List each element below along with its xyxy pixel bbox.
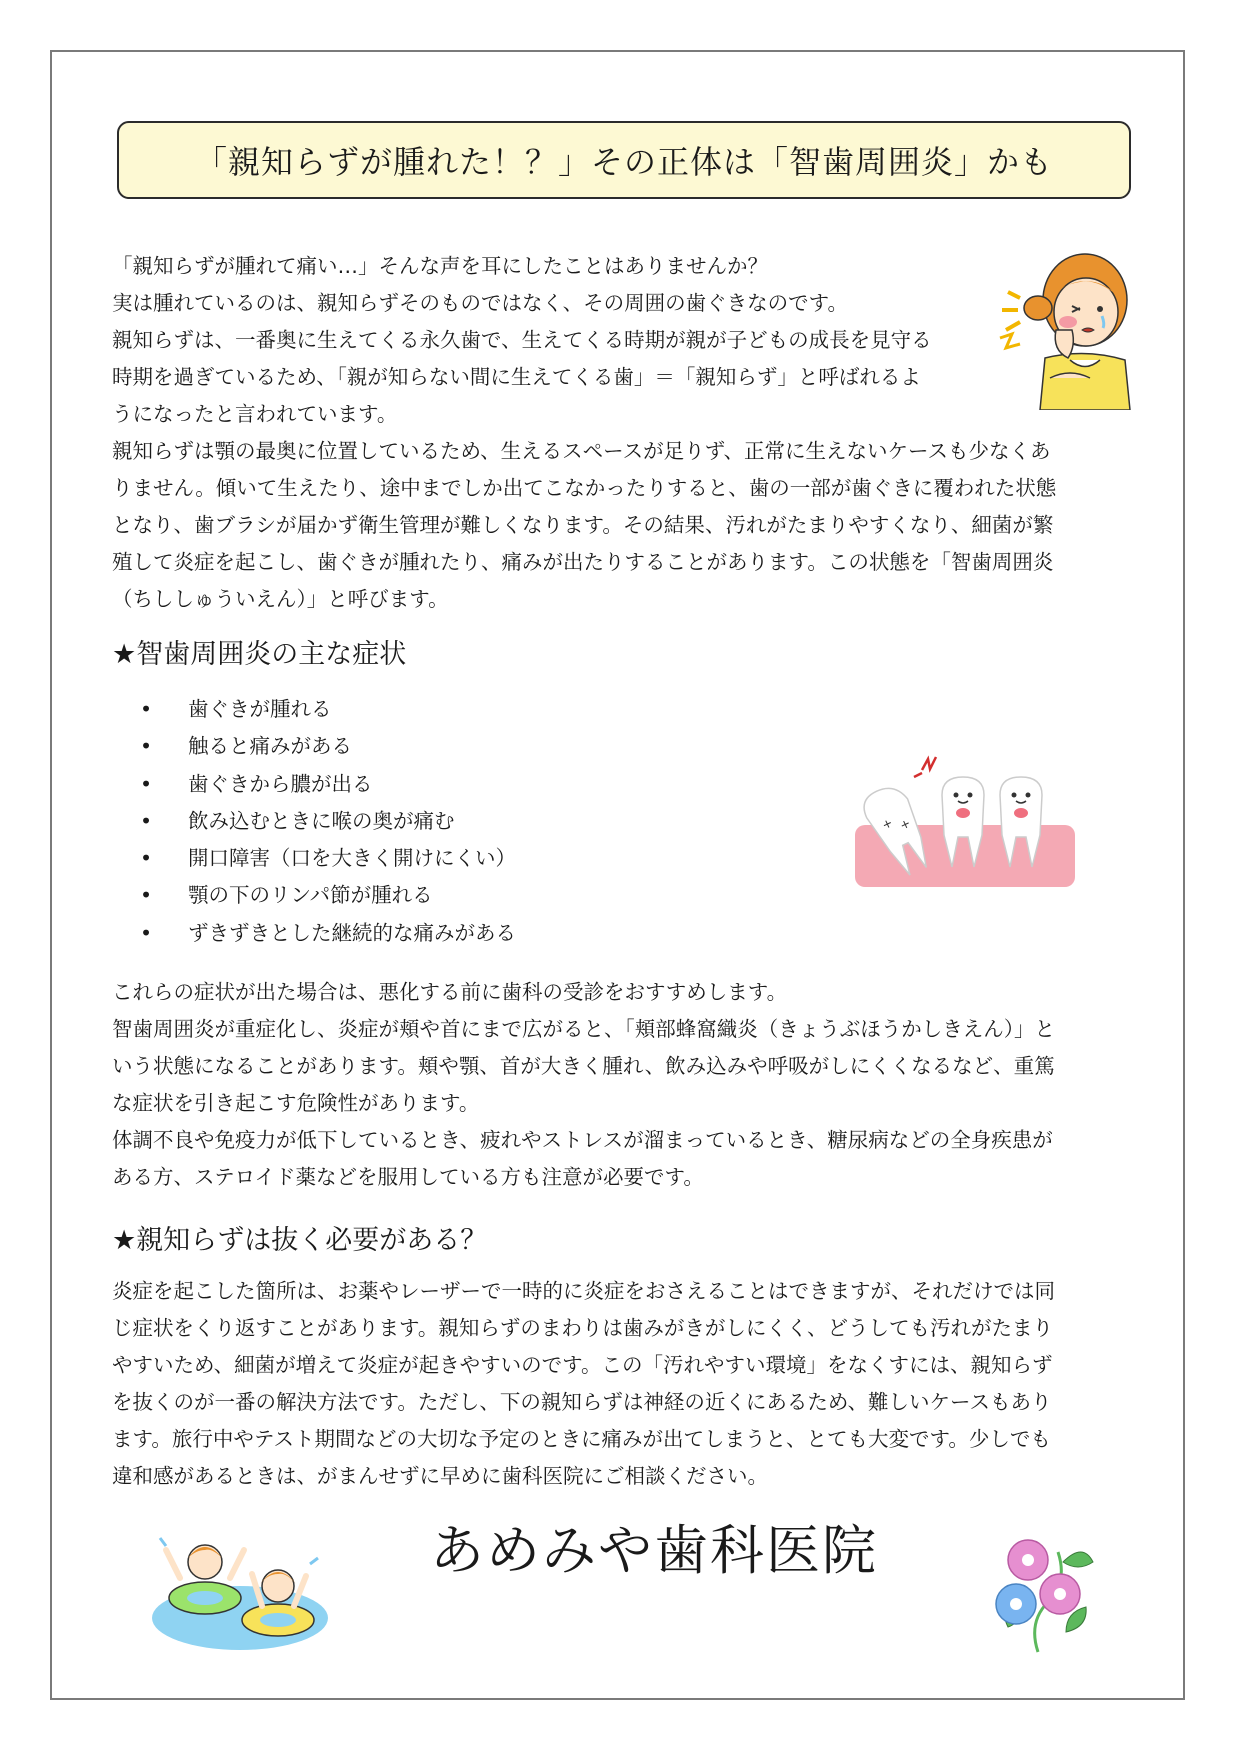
symptom-item [140, 803, 516, 840]
intro-line: 親知らずは、一番奥に生えてくる永久歯で、生えてくる時期が親が子どもの成長を見守る [112, 328, 932, 352]
intro-line: 時期を過ぎているため、「親が知らない間に生えてくる歯」＝「親知らず」と呼ばれるよ [112, 365, 921, 389]
page-title: 「親知らずが腫れた！？」その正体は「智歯周囲炎」かも [194, 143, 1053, 181]
symptom-item [140, 877, 516, 914]
bullet-icon: • [140, 734, 153, 759]
intro-line: 殖して炎症を起こし、歯ぐきが腫れたり、痛みが出たりすることがあります。この状態を「智歯周囲炎 [112, 550, 1054, 574]
symptom-text: 顎の下のリンパ節が腫れる [188, 883, 433, 908]
symptom-item [140, 915, 516, 952]
boy-face [188, 1545, 222, 1579]
intro-line: 実は腫れているのは、親知らずそのものではなく、その周囲の歯ぐきなのです。 [112, 291, 848, 315]
warning-paragraph [112, 974, 1055, 1196]
warning-line: 智歯周囲炎が重症化し、炎症が頬や首にまで広がると、「頬部蜂窩織炎（きょうぶほうかしきえん）」と [112, 1017, 1055, 1041]
symptom-text: 飲み込むときに喉の奥が痛む [188, 808, 455, 833]
morning-glory-illustration [978, 1532, 1098, 1656]
wisdom-tooth-illustration [850, 755, 1080, 890]
intro-line: 「親知らずが腫れて痛い…」そんな声を耳にしたことはありませんか？ [112, 254, 768, 278]
extraction-line: ます。旅行中やテスト期間などの大切な予定のときに痛みが出てしまうと、とても大変です。少しでも [112, 1427, 1051, 1451]
girl-face [262, 1570, 294, 1602]
intro-line: りません。傾いて生えたり、途中までしか出てこなかったりすると、歯の一部が歯ぐきに覆われた状態 [112, 476, 1057, 500]
pain-lines [1002, 292, 1020, 330]
bullet-icon: • [140, 771, 153, 796]
symptom-item [140, 728, 516, 765]
warning-line: これらの症状が出た場合は、悪化する前に歯科の受診をおすすめします。 [112, 980, 788, 1004]
symptom-text: 触ると痛みがある [188, 734, 352, 759]
symptom-text: 開口障害（口を大きく開けにくい） [188, 846, 516, 871]
extraction-line: 違和感があるときは、がまんせずに早めに歯科医院にご相談ください。 [112, 1464, 768, 1488]
clinic-name: あめみや歯科医院 [430, 1519, 878, 1582]
extraction-heading: ★親知らずは抜く必要がある？ [112, 1225, 488, 1256]
intro-line: となり、歯ブラシが届かず衛生管理が難しくなります。その結果、汚れがたまりやすくなり、細菌が繁 [112, 513, 1054, 537]
intro-line: 親知らずは顎の最奥に位置しているため、生えるスペースが足りず、正常に生えないケースも少なくあ [112, 439, 1051, 463]
svg-text:+: + [897, 815, 913, 833]
extraction-line: じ症状をくり返すことがあります。親知らずのまわりは歯みがきがしにくく、どうしても汚れがたまり [112, 1316, 1053, 1340]
symptom-text: ずきずきとした継続的な痛みがある [188, 920, 516, 945]
bullet-icon: • [140, 883, 153, 908]
hand [1055, 330, 1073, 358]
symptom-item [140, 840, 516, 877]
extraction-line: 炎症を起こした箇所は、お薬やレーザーで一時的に炎症をおさえることはできますが、それだけでは同 [112, 1279, 1055, 1303]
symptom-text: 歯ぐきから膿が出る [188, 771, 373, 796]
symptom-item [140, 766, 516, 803]
svg-text:+: + [879, 815, 895, 833]
kids-swimming-illustration [150, 1528, 330, 1653]
extraction-paragraph [112, 1273, 1055, 1495]
pain-mark [922, 757, 936, 770]
symptom-text: 歯ぐきが腫れる [188, 697, 332, 721]
bullet-icon: • [140, 697, 153, 721]
extraction-line: を抜くのが一番の解決方法です。ただし、下の親知らずは神経の近くにあるため、難しいケースもあり [112, 1390, 1052, 1414]
symptoms-heading: ★智歯周囲炎の主な症状 [112, 639, 407, 670]
bullet-icon: • [140, 920, 153, 945]
woman-toothache-illustration [990, 238, 1140, 410]
symptoms-list [140, 691, 516, 952]
symptom-item [140, 691, 516, 728]
warning-line: な症状を引き起こす危険性があります。 [112, 1091, 480, 1115]
warning-line: ある方、ステロイド薬などを服用している方も注意が必要です。 [112, 1165, 704, 1189]
title-banner [117, 121, 1131, 199]
bullet-icon: • [140, 808, 153, 833]
intro-line: うになったと言われています。 [112, 402, 398, 426]
intro-paragraph [112, 248, 1056, 618]
warning-line: 体調不良や免疫力が低下しているとき、疲れやストレスが溜まっているとき、糖尿病などの全身疾患が [112, 1128, 1053, 1152]
extraction-line: やすいため、細菌が増えて炎症が起きやすいのです。この「汚れやすい環境」をなくすには、親知らず [112, 1353, 1053, 1377]
intro-line: （ちししゅういえん）」と呼びます。 [112, 587, 449, 611]
warning-line: いう状態になることがあります。頬や顎、首が大きく腫れ、飲み込みや呼吸がしにくくなるなど、重篤 [112, 1054, 1055, 1078]
bullet-icon: • [140, 846, 153, 871]
